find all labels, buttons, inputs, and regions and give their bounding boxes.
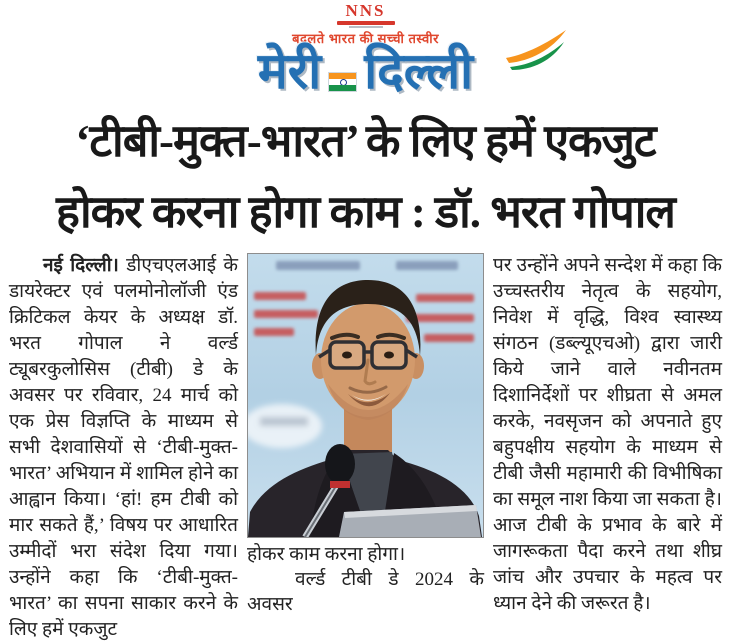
article-figure — [247, 253, 484, 643]
headline-line1: ‘टीबी-मुक्त-भारत’ के लिए हमें एकजुट — [75, 116, 656, 166]
news-agency-logo-bar — [337, 21, 395, 25]
article-body — [0, 248, 731, 643]
news-agency-logo-microbar — [349, 26, 383, 28]
photo-caption — [247, 542, 484, 617]
photo-caption-line2: वर्ल्ड टीबी डे 2024 के अवसर — [247, 569, 484, 615]
headline-line2: होकर करना होगा काम : डॉ. भरत गोपाल — [56, 187, 675, 237]
left-column — [9, 253, 238, 643]
news-agency-logo — [0, 2, 731, 28]
masthead-title-word1: मेरी — [257, 43, 322, 99]
tricolor-swoosh-icon — [504, 28, 568, 70]
masthead-title-word2: दिल्ली — [364, 43, 474, 99]
masthead-tagline: बदलते भारत की सच्ची तस्वीर — [292, 31, 439, 46]
photo-caption-line1: होकर काम करना होगा। — [247, 544, 406, 565]
india-flag-icon — [328, 72, 357, 92]
article-photo — [247, 253, 484, 538]
masthead — [0, 0, 731, 102]
right-column-text: पर उन्होंने अपने सन्देश में कहा कि उच्चस्तरीय नेतृत्व के सहयोग, निवेश में वृद्धि, विश्व स्वास्थ्य संगठन (डब्ल्यूएचओ) द्वारा जारी किये जाने वाले नवीनतम दिशानिर्देशों पर शीघ्रता से अमल करके, नवसृजन को अपनाते हुए बहुपक्षीय सहयोग के माध्यम से टीबी जैसी महामारी की विभीषिका का समूल नाश किया जा सकता है। आज टीबी के प्रभाव के बारे में जागरूकता पैदा करने तथा शीघ्र जांच और उपचार के महत्व पर ध्यान देने की जरूरत है। — [493, 255, 722, 614]
headline — [6, 106, 725, 248]
dateline: नई दिल्ली। — [43, 255, 119, 276]
left-column-text: डीएचएलआई के डायरेक्टर एवं पलमोनोलॉजी एंड क्रिटिकल केयर के अध्यक्ष डॉ. भरत गोपाल ने वर्ल्ड ट्यूबरकुलोसिस (टीबी) डे के अवसर पर रविवार, 24 मार्च को एक प्रेस विज्ञप्ति के माध्यम से सभी देशवासियों से ‘टीबी-मुक्त-भारत’ अभियान में शामिल होने का आह्वान किया। ‘हां! हम टीबी को मार सकते हैं,’ विषय पर आधारित उम्मीदों भरा संदेश दिया गया। उन्होंने कहा कि ‘टीबी-मुक्त-भारत’ का सपना साकार करने के लिए हमें एकजुट — [9, 255, 239, 640]
news-agency-name: NNS — [345, 1, 386, 20]
left-column-paragraph — [9, 253, 238, 643]
right-column — [493, 253, 722, 643]
masthead-title — [0, 45, 731, 98]
